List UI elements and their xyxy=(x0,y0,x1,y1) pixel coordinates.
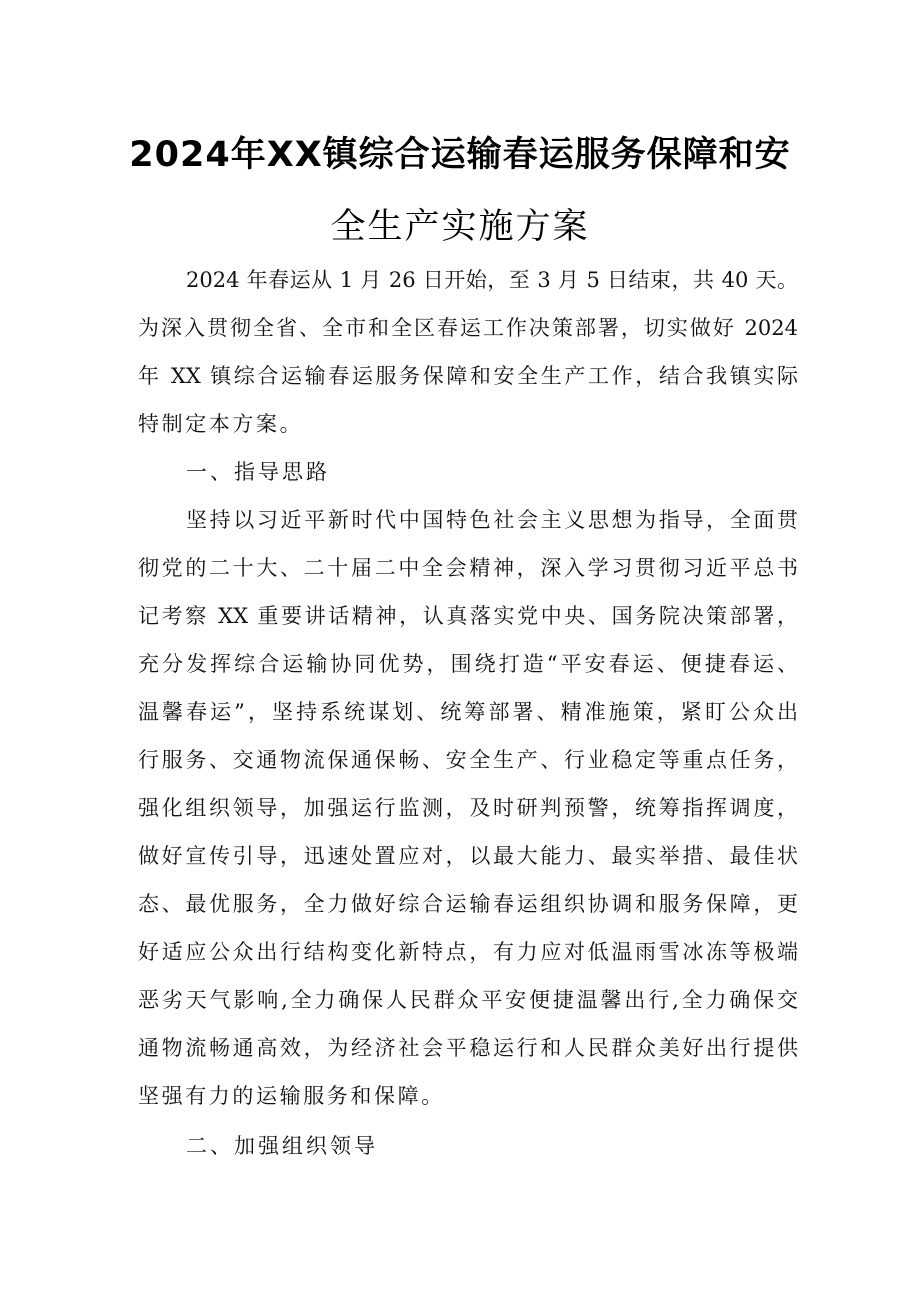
body-line: 做好宣传引导，迅速处置应对，以最大能力、最实举措、最佳状 xyxy=(138,844,798,868)
body-line: 记考察 XX 重要讲话精神，认真落实党中央、国务院决策部署， xyxy=(138,604,798,628)
body-line: 坚持以习近平新时代中国特色社会主义思想为指导，全面贯 xyxy=(186,508,798,532)
body-line: 态、最优服务，全力做好综合运输春运组织协调和服务保障，更 xyxy=(138,892,798,916)
intro-line: 2024 年春运从 1 月 26 日开始，至 3 月 5 日结束，共 40 天。 xyxy=(186,268,798,292)
document-title-line-1: 2024年XX镇综合运输春运服务保障和安 xyxy=(129,135,791,175)
body-line: 好适应公众出行结构变化新特点，有力应对低温雨雪冰冻等极端 xyxy=(138,940,798,964)
section-heading-2: 二、加强组织领导 xyxy=(186,1134,378,1158)
body-line: 坚强有力的运输服务和保障。 xyxy=(138,1084,445,1108)
intro-line: 特制定本方案。 xyxy=(138,412,304,436)
intro-line: 年 XX 镇综合运输春运服务保障和安全生产工作，结合我镇实际 xyxy=(138,364,798,388)
section-heading-1: 一、指导思路 xyxy=(186,460,330,484)
document-title-line-2: 全生产实施方案 xyxy=(330,207,590,247)
body-line: 彻党的二十大、二十届二中全会精神，深入学习贯彻习近平总书 xyxy=(138,556,798,580)
intro-line: 为深入贯彻全省、全市和全区春运工作决策部署，切实做好 2024 xyxy=(138,316,798,340)
body-line: 充分发挥综合运输协同优势，围绕打造“平安春运、便捷春运、 xyxy=(138,652,798,676)
body-line: 强化组织领导，加强运行监测，及时研判预警，统筹指挥调度， xyxy=(138,796,798,820)
body-line: 通物流畅通高效，为经济社会平稳运行和人民群众美好出行提供 xyxy=(138,1036,798,1060)
body-line: 行服务、交通物流保通保畅、安全生产、行业稳定等重点任务， xyxy=(138,748,798,772)
body-line: 恶劣天气影响,全力确保人民群众平安便捷温馨出行,全力确保交 xyxy=(138,988,798,1012)
body-line: 温馨春运”，坚持系统谋划、统筹部署、精准施策，紧盯公众出 xyxy=(138,700,798,724)
